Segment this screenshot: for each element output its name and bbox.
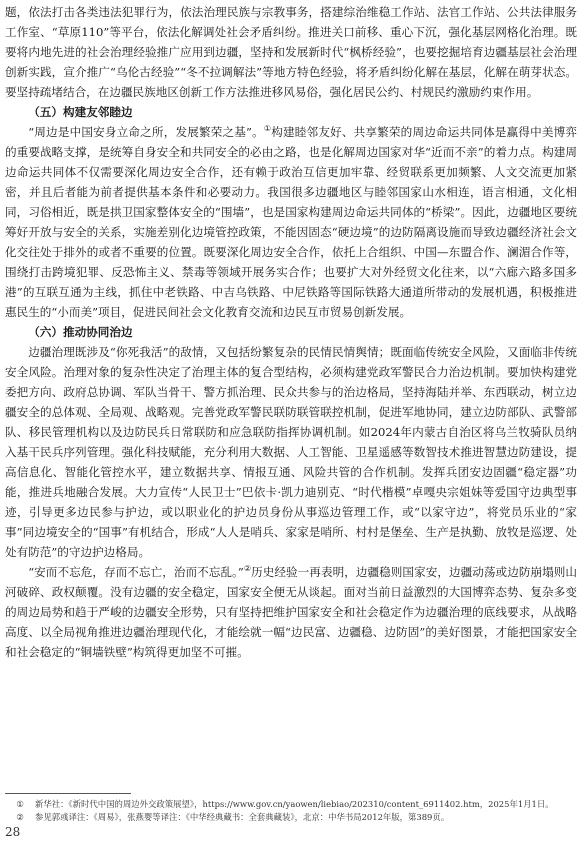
main-text <box>5 2 577 662</box>
footnote-text: 参见郭彧译注：《周易》，张燕婴等译注：《中华经典藏书：全套典藏装》，北京：中华书局2012年版，第389页。 <box>35 812 450 822</box>
footnote-text: 新华社：《新时代中国的周边外交政策展望》，https://www.gov.cn/yaowen/liebiao/202310/content_6911402.htm，2025年1月1日。 <box>35 799 554 809</box>
footnote <box>5 811 577 824</box>
page-number: 28 <box>5 825 21 839</box>
section-heading-5: （五）构建友邻睦边 <box>28 105 133 119</box>
paragraph <box>5 562 577 662</box>
footnote-ref[interactable]: ① <box>263 124 272 134</box>
footnote-mark: ② <box>16 812 24 822</box>
paragraph <box>5 122 577 322</box>
footnote <box>5 798 577 811</box>
quote-text: “安而不忘危，存而不忘亡，治而不忘乱。” <box>28 565 244 579</box>
footnote-divider <box>5 793 131 794</box>
paragraph-text: 构建睦邻友好、共享繁荣的周边命运共同体是赢得中美博弈的重要战略支撑，是统筹自身安全和共同安全的必由之路，也是化解周边国家对华“近而不亲”的着力点。构建周边命运共同体不仅需要深化周边安全合作，还有赖于政治互信更加牢靠、经贸联系更加频繁、人文交流更加紧密，并且后者能为前者提供基本条件和必要动力。我国很多边疆地区与睦邻国家山水相连，语言相通，文化相同，习俗相近，既是拱卫国家整体安全的“围墙”，也是国家构建周边命运共同体的“桥梁”。因此，边疆地区要统筹好开放与安全的关系，实施差别化边境管控政策，不能因固态“硬边境”的边防隔离设施而导致边疆经济社会文化交往处于排外的或者不重要的位置。既要深化周边安全合作，依托上合组织、中国—东盟合作、澜湄合作等，围绕打击跨境犯罪、反恐怖主义、禁毒等领域开展务实合作；也要扩大对外经贸文化往来，以“六廊六路多国多港”的互联互通为主线，抓住中老铁路、中吉乌铁路、中尼铁路等国际铁路大通道所带动的发展机遇，积极推进惠民生的“小而美”项目，促进民间社会文化教育交流和边民互市贸易创新发展。 <box>5 125 577 319</box>
paragraph-continued: 题，依法打击各类违法犯罪行为，依法治理民族与宗教事务，搭建综治维稳工作站、法官工作站、公共法律服务工作室、“草原110”等平台，依法化解调处社会矛盾纠纷。推进关口前移、重心下沉，强化基层网格化治理。既要将内地先进的社会治理经验推广应用到边疆，坚持和发展新时代“枫桥经验”，也要挖掘培育边疆基层社会治理创新实践，宣介推广“乌伦古经验”“冬不拉调解法”等地方特色经验，将矛盾纠纷化解在基层，化解在萌芽状态。要坚持疏堵结合，在边疆民族地区创新工作方法推进移风易俗，强化居民公约、村规民约激励约束作用。 <box>5 5 577 99</box>
footnote-ref[interactable]: ② <box>243 564 252 574</box>
footnotes <box>5 798 577 824</box>
section-heading-6: （六）推动协同治边 <box>28 325 133 339</box>
quote-text: “周边是中国安身立命之所，发展繁荣之基”。 <box>28 125 264 139</box>
paragraph-text: 历史经验一再表明，边疆稳则国家安，边疆动荡或边防崩塌则山河破碎、政权颠覆。没有边疆的安全稳定，国家安全便无从谈起。面对当前日益激烈的大国博弈态势、复杂多变的周边局势和趋于严峻的边疆安全形势，只有坚持把维护国家安全和社会稳定作为边疆治理的底线要求，从战略高度、以全局视角推进边疆治理现代化，才能绘就一幅“边民富、边疆稳、边防固”的美好图景，才能把国家安全和社会稳定的“铜墙铁壁”构筑得更加坚不可摧。 <box>5 565 577 659</box>
paragraph: 边疆治理既涉及“你死我活”的敌情，又包括纷繁复杂的民情民情舆情；既面临传统安全风险，又面临非传统安全风险。治理对象的复杂性决定了治理主体的复合型结构，必须构建党政军警民合力治边机制。要加快构建党委把方向、政府总协调、军队当骨干、警方抓治理、民众共参与的治边格局，坚持海陆并举、东西联动，树立边疆安全的总体观、全局观、战略观。完善党政军警民联防联管联控机制，促进军地协同，建立边防部队、武警部队、移民管理机构以及边防民兵日常联防和应急联防指挥协调机制。如2024年内蒙古自治区将乌兰牧骑队员纳入基干民兵序列管理。强化科技赋能，充分利用大数据、人工智能、卫星遥感等数智技术推进智慧边防建设，提高信息化、智能化管控水平，建立数据共享、情报互通、风险共管的合作机制。发挥兵团安边固疆“稳定器”功能，推进兵地融合发展。大力宣传“人民卫士”巴依卡·凯力迪别克、“时代楷模”卓嘎央宗姐妹等爱国守边典型事迹，引导更多边民参与护边，或以职业化的护边员身份从事巡边管理工作，或“以家守边”，将党员乐业的“家事”同边境安全的“国事”有机结合，形成“人人是哨兵、家家是哨所、村村是堡垒、生产是执勤、放牧是巡逻、处处有防范”的守边护边格局。 <box>5 345 577 559</box>
footnote-mark: ① <box>16 799 24 809</box>
